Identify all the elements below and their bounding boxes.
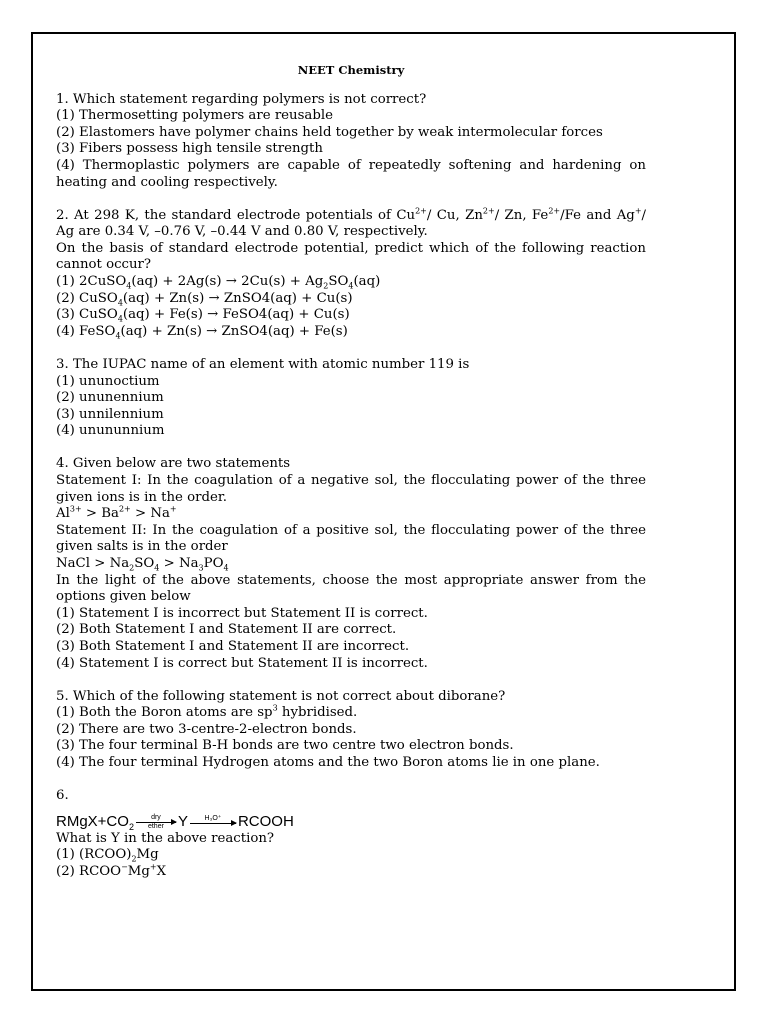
question-prompt: On the basis of standard electrode potential, predict which of the following reaction cannot occur? (56, 240, 646, 273)
option-1: (1) Thermosetting polymers are reusable (56, 108, 333, 124)
option-2: (2) ununennium (56, 390, 164, 406)
statement-2: Statement II: In the coagulation of a positive sol, the flocculating power of the three given salts is in the order (56, 522, 646, 555)
reaction-equation (56, 809, 646, 831)
product: RCOOH (237, 813, 294, 831)
question-1 (56, 92, 646, 192)
option-1: (1) Both the Boron atoms are $sp^3$ hybridised. (56, 703, 358, 721)
option-3: (3) CuSO$_4$(aq) + Fe(s) → FeSO4(aq) + Cu(s) (56, 307, 350, 324)
intermediate-y: Y (177, 813, 188, 831)
reaction-arrow-2 (190, 815, 236, 824)
question-stem: 5. Which of the following statement is not correct about diborane? (56, 688, 506, 704)
option-1: (1) ununoctium (56, 373, 160, 389)
option-2: (2) RCOO−Mg+X (56, 862, 167, 879)
question-number: 6. (56, 788, 69, 804)
question-stem: 2. At 298 K, the standard electrode potentials of $Cu^{2+}/$ Cu, $Zn^{2+}/$ Zn, $Fe^{2+}/Fe$ and Ag+/ Ag are 0.34 V, –0.76 V, –0.44 V and 0.80 V, respectively. (56, 206, 647, 240)
question-4 (56, 456, 646, 672)
question-2 (56, 208, 646, 341)
document-content (56, 62, 646, 897)
option-2: (2) There are two 3-centre-2-electron bonds. (56, 721, 357, 737)
option-3: (3) unnilennium (56, 406, 164, 422)
question-stem: 4. Given below are two statements (56, 456, 291, 472)
option-3: (3) Fibers possess high tensile strength (56, 141, 323, 157)
statement-1: Statement I: In the coagulation of a negative sol, the flocculating power of the three given ions is in the order. (56, 472, 646, 505)
arrow-shaft (136, 822, 176, 823)
option-1: (1) $(RCOO)_2Mg$ (56, 847, 159, 864)
question-prompt: In the light of the above statements, choose the most appropriate answer from the options given below (56, 572, 646, 605)
option-2: (2) CuSO$_4$(aq) + Zn(s) → ZnSO4(aq) + Cu(s) (56, 290, 353, 308)
arrow-label-top: dry (151, 813, 161, 821)
option-4: (4) FeSO$_4$(aq) + Zn(s) → ZnSO4(aq) + Fe(s) (56, 323, 348, 341)
option-4: (4) unununnium (56, 423, 165, 439)
question-stem: What is Y in the above reaction? (56, 830, 275, 846)
reaction-arrow-1 (136, 814, 176, 831)
question-stem: 1. Which statement regarding polymers is not correct? (56, 91, 427, 107)
page-title: NEET Chemistry (297, 63, 405, 77)
arrow-shaft (190, 823, 236, 824)
question-6 (56, 788, 646, 880)
reactants: $RMgX+CO_2$ (56, 813, 134, 833)
arrow-label-bottom: ether (147, 822, 164, 830)
question-5 (56, 689, 646, 772)
option-2: (2) Elastomers have polymer chains held together by weak intermolecular forces (56, 124, 603, 140)
option-4: (4) The four terminal Hydrogen atoms and the two Boron atoms lie in one plane. (56, 754, 600, 770)
option-4: (4) Statement I is correct but Statement II is incorrect. (56, 655, 428, 671)
option-3: (3) Both Statement I and Statement II are incorrect. (56, 638, 410, 654)
arrow-label-top: H₃O⁺ (204, 814, 222, 822)
option-3: (3) The four terminal B-H bonds are two centre two electron bonds. (56, 738, 514, 754)
question-3 (56, 357, 646, 440)
salt-order: NaCl > $Na_2SO_4 > Na_3PO_4$ (56, 555, 229, 573)
question-stem: 3. The IUPAC name of an element with atomic number 119 is (56, 356, 470, 372)
ion-order: $Al^{3+} > Ba^{2+} > Na^+$ (56, 504, 177, 522)
option-1: (1) Statement I is incorrect but Statement II is correct. (56, 605, 428, 621)
option-4: (4) Thermoplastic polymers are capable of repeatedly softening and hardening on heating and cooling respectively. (56, 157, 646, 190)
option-2: (2) Both Statement I and Statement II are correct. (56, 622, 397, 638)
option-1: (1) 2CuSO$_4$(aq) + $2Ag(s) \to 2Cu(s) + Ag_2SO_4(aq)$ (56, 274, 381, 291)
